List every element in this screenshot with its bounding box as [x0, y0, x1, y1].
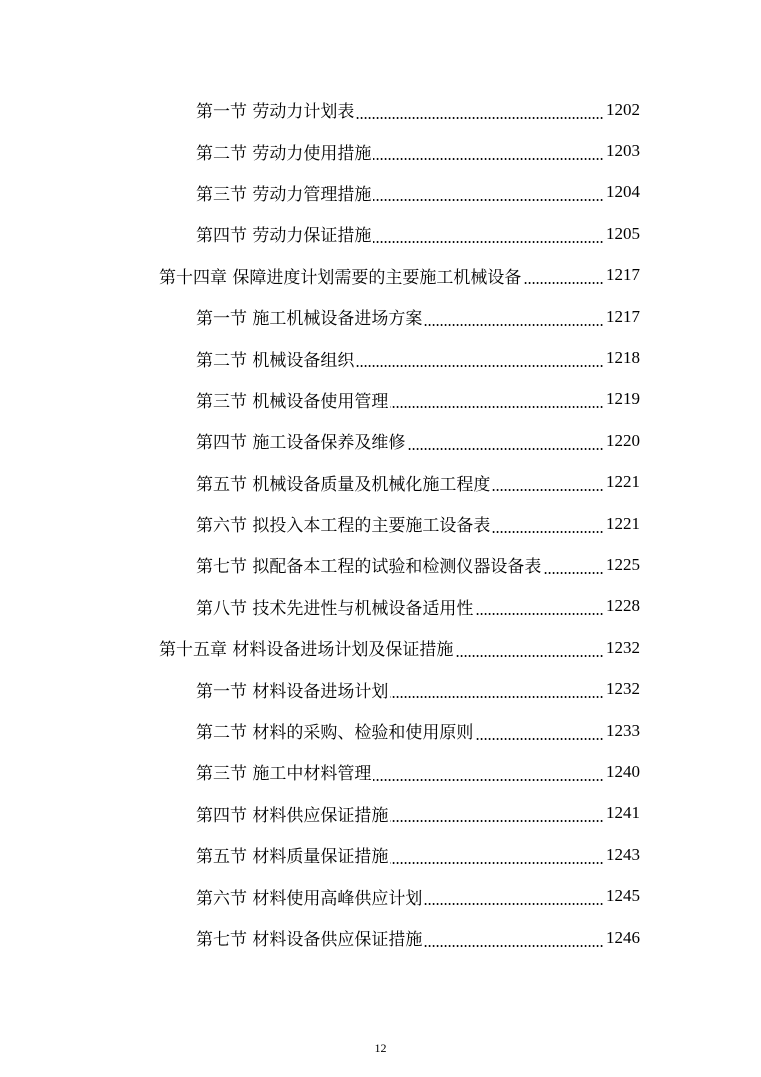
- toc-entry[interactable]: [0, 337, 761, 378]
- toc-entry-page: 1204: [606, 182, 640, 202]
- toc-entry-title: 第三节 机械设备使用管理: [196, 391, 389, 412]
- toc-entry[interactable]: [0, 379, 761, 420]
- toc-entry[interactable]: [0, 710, 761, 751]
- toc-dot-leader: [356, 117, 604, 119]
- toc-entry[interactable]: [0, 172, 761, 213]
- toc-entry[interactable]: [0, 503, 761, 544]
- toc-entry[interactable]: [0, 586, 761, 627]
- toc-entry[interactable]: [0, 213, 761, 254]
- toc-entry[interactable]: [0, 917, 761, 958]
- toc-entry-page: 1228: [606, 596, 640, 616]
- toc-entry-title: 第四节 材料供应保证措施: [196, 805, 389, 826]
- toc-entry-page: 1217: [606, 306, 640, 326]
- toc-entry[interactable]: [0, 793, 761, 834]
- toc-entry-title: 第六节 拟投入本工程的主要施工设备表: [196, 516, 491, 537]
- toc-dot-leader: [543, 572, 604, 574]
- toc-entry-title: 第七节 拟配备本工程的试验和检测仪器设备表: [196, 557, 542, 578]
- toc-dot-leader: [455, 655, 604, 657]
- toc-entry[interactable]: [0, 89, 761, 130]
- toc-entry-title: 第十五章 材料设备进场计划及保证措施: [159, 640, 454, 661]
- toc-entry-title: 第三节 施工中材料管理: [196, 764, 372, 785]
- toc-dot-leader: [475, 613, 604, 615]
- toc-entry[interactable]: [0, 834, 761, 875]
- toc-entry-page: 1241: [606, 803, 640, 823]
- toc-entry-title: 第二节 材料的采购、检验和使用原则: [196, 723, 474, 744]
- toc-entry-page: 1217: [606, 265, 640, 285]
- toc-chapter-entry[interactable]: [0, 255, 761, 296]
- table-of-contents: [0, 89, 761, 958]
- toc-entry-page: 1219: [606, 389, 640, 409]
- toc-entry-title: 第二节 机械设备组织: [196, 350, 355, 371]
- toc-dot-leader: [424, 945, 604, 947]
- toc-entry[interactable]: [0, 668, 761, 709]
- toc-entry-page: 1205: [606, 223, 640, 243]
- toc-entry-page: 1202: [606, 99, 640, 119]
- toc-entry-page: 1233: [606, 720, 640, 740]
- toc-entry-title: 第二节 劳动力使用措施: [196, 143, 372, 164]
- toc-dot-leader: [492, 531, 604, 533]
- toc-entry-page: 1221: [606, 472, 640, 492]
- toc-entry[interactable]: [0, 544, 761, 585]
- toc-entry-title: 第五节 机械设备质量及机械化施工程度: [196, 474, 491, 495]
- toc-entry-page: 1221: [606, 513, 640, 533]
- toc-entry-page: 1203: [606, 141, 640, 161]
- toc-entry[interactable]: [0, 462, 761, 503]
- toc-entry[interactable]: [0, 420, 761, 461]
- toc-entry[interactable]: [0, 296, 761, 337]
- toc-dot-leader: [424, 903, 604, 905]
- toc-entry-title: 第一节 劳动力计划表: [196, 102, 355, 123]
- toc-dot-leader: [373, 241, 604, 243]
- toc-entry[interactable]: [0, 130, 761, 171]
- toc-entry-title: 第四节 劳动力保证措施: [196, 226, 372, 247]
- toc-dot-leader: [390, 862, 604, 864]
- toc-entry[interactable]: [0, 875, 761, 916]
- toc-dot-leader: [390, 406, 604, 408]
- toc-dot-leader: [407, 448, 604, 450]
- toc-entry-title: 第五节 材料质量保证措施: [196, 847, 389, 868]
- toc-entry-title: 第一节 材料设备进场计划: [196, 681, 389, 702]
- toc-dot-leader: [475, 738, 604, 740]
- toc-entry-page: 1240: [606, 761, 640, 781]
- toc-entry-page: 1232: [606, 679, 640, 699]
- toc-entry-page: 1243: [606, 844, 640, 864]
- toc-dot-leader: [356, 365, 604, 367]
- toc-entry-page: 1246: [606, 927, 640, 947]
- toc-entry-title: 第三节 劳动力管理措施: [196, 184, 372, 205]
- toc-dot-leader: [373, 199, 604, 201]
- toc-entry-title: 第八节 技术先进性与机械设备适用性: [196, 598, 474, 619]
- toc-dot-leader: [523, 282, 604, 284]
- toc-entry-title: 第七节 材料设备供应保证措施: [196, 930, 423, 950]
- toc-dot-leader: [424, 324, 604, 326]
- toc-entry-page: 1218: [606, 348, 640, 368]
- toc-entry-title: 第一节 施工机械设备进场方案: [196, 309, 423, 330]
- toc-entry-title: 第四节 施工设备保养及维修: [196, 433, 406, 454]
- toc-dot-leader: [390, 696, 604, 698]
- page-number: 12: [374, 1041, 387, 1055]
- toc-entry-title: 第十四章 保障进度计划需要的主要施工机械设备: [159, 267, 522, 288]
- toc-entry-page: 1245: [606, 886, 640, 906]
- toc-dot-leader: [373, 158, 604, 160]
- toc-dot-leader: [373, 779, 604, 781]
- toc-entry-page: 1220: [606, 430, 640, 450]
- toc-entry[interactable]: [0, 751, 761, 792]
- toc-dot-leader: [390, 820, 604, 822]
- toc-entry-page: 1232: [606, 637, 640, 657]
- toc-chapter-entry[interactable]: [0, 627, 761, 668]
- toc-entry-title: 第六节 材料使用高峰供应计划: [196, 888, 423, 909]
- toc-dot-leader: [492, 489, 604, 491]
- toc-entry-page: 1225: [606, 554, 640, 574]
